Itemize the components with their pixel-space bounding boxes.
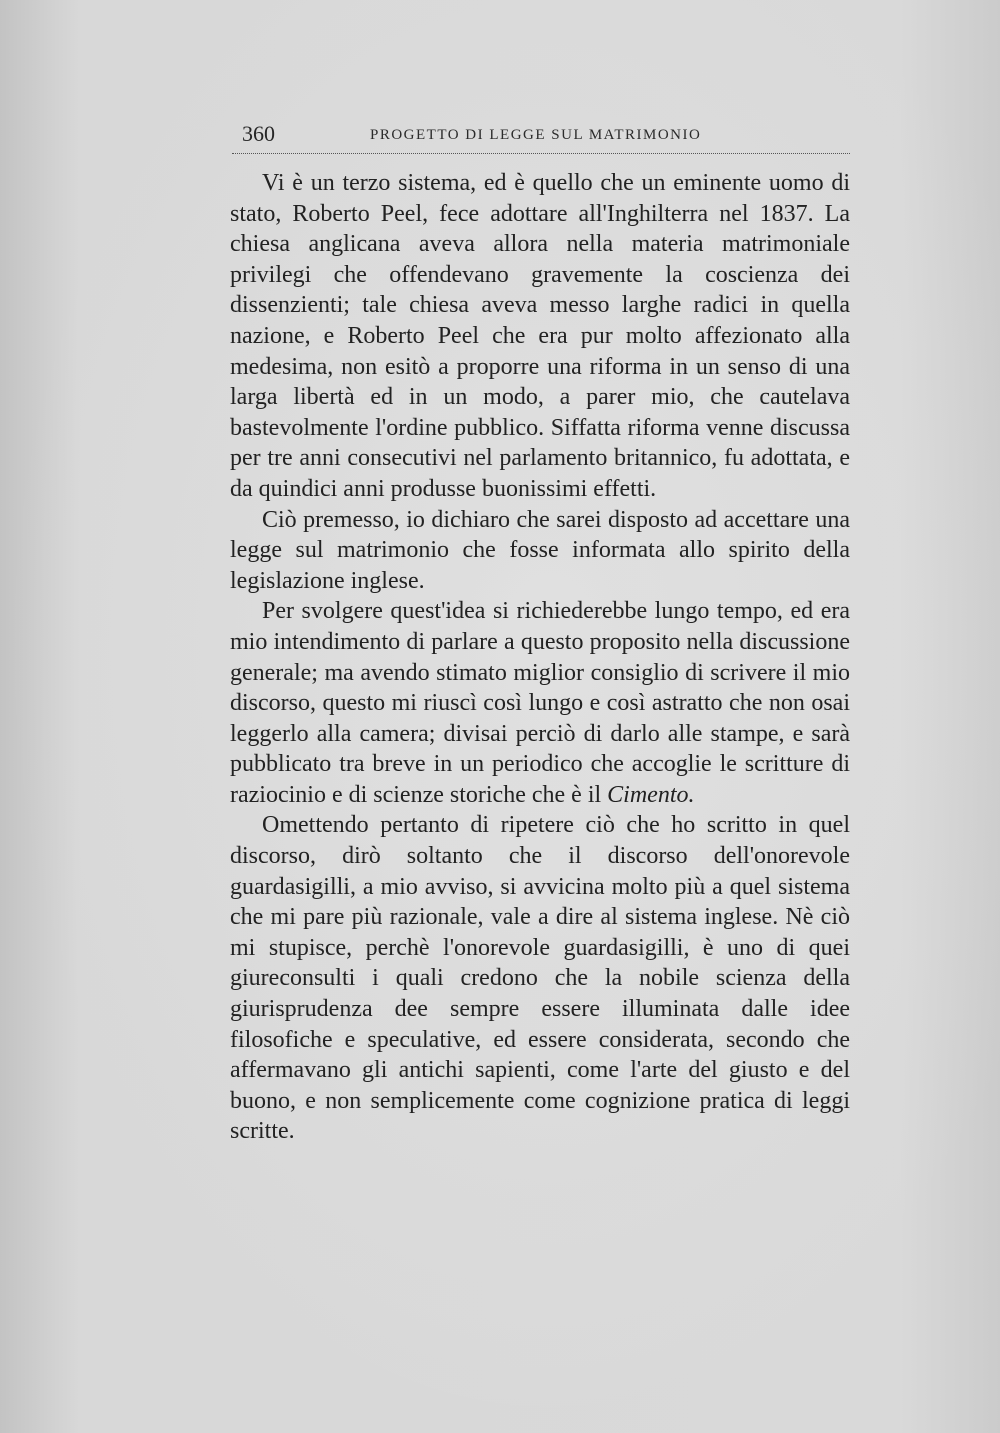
- paragraph-1: Vi è un terzo sistema, ed è quello che un eminente uomo di stato, Roberto Peel, fece adottare all'Inghilterra nel 1837. La chiesa anglicana aveva allora nella materia matrimoniale privilegi che offendevano gravemente la coscienza dei dissenzienti; tale chiesa aveva messo larghe radici in quella nazione, e Roberto Peel che era pur molto affezionato alla medesima, non esitò a proporre una riforma in un senso di una larga libertà ed in un modo, a parer mio, che cautelava bastevolmente l'ordine pubblico. Siffatta riforma venne discussa per tre anni consecutivi nel parlamento britannico, fu adottata, e da quindici anni produsse buonissimi effetti.: [230, 170, 850, 502]
- periodical-title: Cimento.: [607, 781, 695, 808]
- paragraph-2: Ciò premesso, io dichiaro che sarei disposto ad accettare una legge sul matrimonio che fosse informata allo spirito della legislazione inglese.: [230, 506, 850, 594]
- page-number: 360: [242, 121, 275, 146]
- page-header: [232, 121, 850, 154]
- paragraph-4: Omettendo pertanto di ripetere ciò che ho scritto in quel discorso, dirò soltanto che il discorso dell'onorevole guardasigilli, a mio avviso, si avvicina molto più a quel sistema che mi pare più razionale, vale a dire al sistema inglese. Nè ciò mi stupisce, perchè l'onorevole guardasigilli, è uno di quei giureconsulti i quali credono che la nobile scienza della giurisprudenza dee sempre essere illuminata dalle idee filosofiche e speculative, ed essere considerata, secondo che affermavano gli antichi sapienti, come l'arte del giusto e del buono, e non semplicemente come cognizione pratica di leggi scritte.: [230, 812, 850, 1145]
- body-text: [230, 168, 850, 1147]
- paragraph-3: [230, 596, 850, 810]
- paragraph-3-text: Per svolgere quest'idea si richiederebbe lungo tempo, ed era mio intendimento di parlare a questo proposito nella discussione generale; ma avendo stimato miglior consiglio di scrivere il mio discorso, questo mi riuscì così lungo e così astratto che non osai leggerlo alla camera; divisai perciò di darlo alle stampe, e sarà pubblicato tra breve in un periodico che accoglie le scritture di raziocinio e di scienze storiche che è il: [230, 598, 850, 808]
- running-title: PROGETTO DI LEGGE SUL MATRIMONIO: [370, 127, 702, 143]
